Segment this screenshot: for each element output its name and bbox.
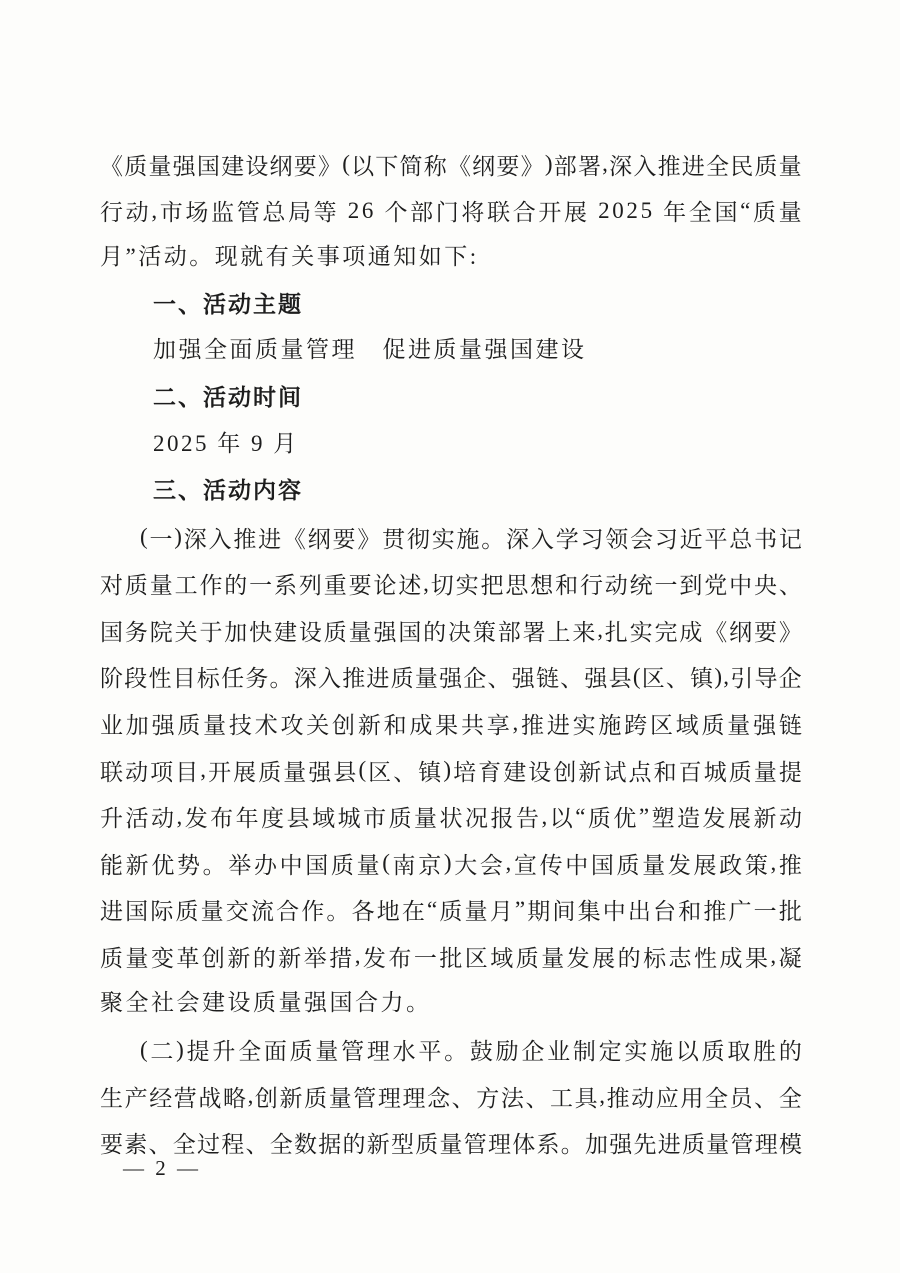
text-line: 要 素 、 全 过 程 、 全 数 据 的 新 型 质 量 管 理 体 系 。 加 强 先 进 质 量 管 理 模 bbox=[100, 1132, 802, 1158]
section-heading: 二、活动时间 bbox=[153, 383, 303, 410]
section-heading: 一、活动主题 bbox=[153, 290, 303, 317]
text-line: 进 国 际 质 量 交 流 合 作 。 各 地 在 “ 质 量 月 ” 期 间 集 中 出 台 和 推 广 一 批 bbox=[100, 896, 802, 925]
text-line: 阶 段 性 目 标 任 务 。 深 入 推 进 质 量 强 企 、 强 链 、 强 县 ( 区 、 镇 ) , 引 导 企 bbox=[100, 663, 802, 692]
text-line: 《 质 量 强 国 建 设 纲 要 》 ( 以 下 简 称 《 纲 要 》 ) 部 署 , 深 入 推 进 全 民 质 量 bbox=[100, 151, 802, 179]
text-line: ( 一 ) 深 入 推 进 《 纲 要 》 贯 彻 实 施 。 深 入 学 习 领 会 习 近 平 总 书 记 bbox=[140, 524, 802, 552]
text-line: 联 动 项 目 , 开 展 质 量 强 县 ( 区 、 镇 ) 培 育 建 设 创 新 试 点 和 百 城 质 量 提 bbox=[100, 757, 802, 785]
text-line: ( 二 ) 提 升 全 面 质 量 管 理 水 平 。 鼓 励 企 业 制 定 实 施 以 质 取 胜 的 bbox=[140, 1036, 802, 1065]
text-line: 加强全面质量管理 促进质量强国建设 bbox=[153, 337, 587, 363]
text-line: 质 量 变 革 创 新 的 新 举 措 , 发 布 一 批 区 域 质 量 发 展 的 标 志 性 成 果 , 凝 bbox=[100, 943, 802, 971]
text-line: 业 加 强 质 量 技 术 攻 关 创 新 和 成 果 共 享 , 推 进 实 施 跨 区 域 质 量 强 链 bbox=[100, 710, 802, 738]
text-line: 行 动 , 市 场 监 管 总 局 等 2 6 个 部 门 将 联 合 开 展 2 0 2 5 年 全 国 “ 质 量 bbox=[100, 197, 802, 226]
text-line: 生 产 经 营 战 略 , 创 新 质 量 管 理 理 念 、 方 法 、 工 具 , 推 动 应 用 全 员 、 全 bbox=[100, 1083, 802, 1111]
page-number: — 2 — bbox=[123, 1156, 201, 1180]
text-line: 升 活 动 , 发 布 年 度 县 域 城 市 质 量 状 况 报 告 , 以 “ 质 优 ” 塑 造 发 展 新 动 bbox=[100, 803, 802, 832]
text-line: 2025 年 9 月 bbox=[153, 430, 299, 456]
text-line: 能 新 优 势 。 举 办 中 国 质 量 ( 南 京 ) 大 会 , 宣 传 中 国 质 量 发 展 政 策 , 推 bbox=[100, 850, 802, 878]
text-line: 聚全社会建设质量强国合力。 bbox=[100, 989, 432, 1015]
text-line: 对 质 量 工 作 的 一 系 列 重 要 论 述 , 切 实 把 思 想 和 行 动 统 一 到 党 中 央 、 bbox=[100, 570, 802, 599]
text-line: 国 务 院 关 于 加 快 建 设 质 量 强 国 的 决 策 部 署 上 来 , 扎 实 完 成 《 纲 要 》 bbox=[100, 617, 802, 645]
document-content bbox=[100, 141, 802, 1166]
text-line: 月”活动。现就有关事项通知如下: bbox=[100, 244, 479, 270]
section-heading: 三、活动内容 bbox=[153, 477, 303, 504]
